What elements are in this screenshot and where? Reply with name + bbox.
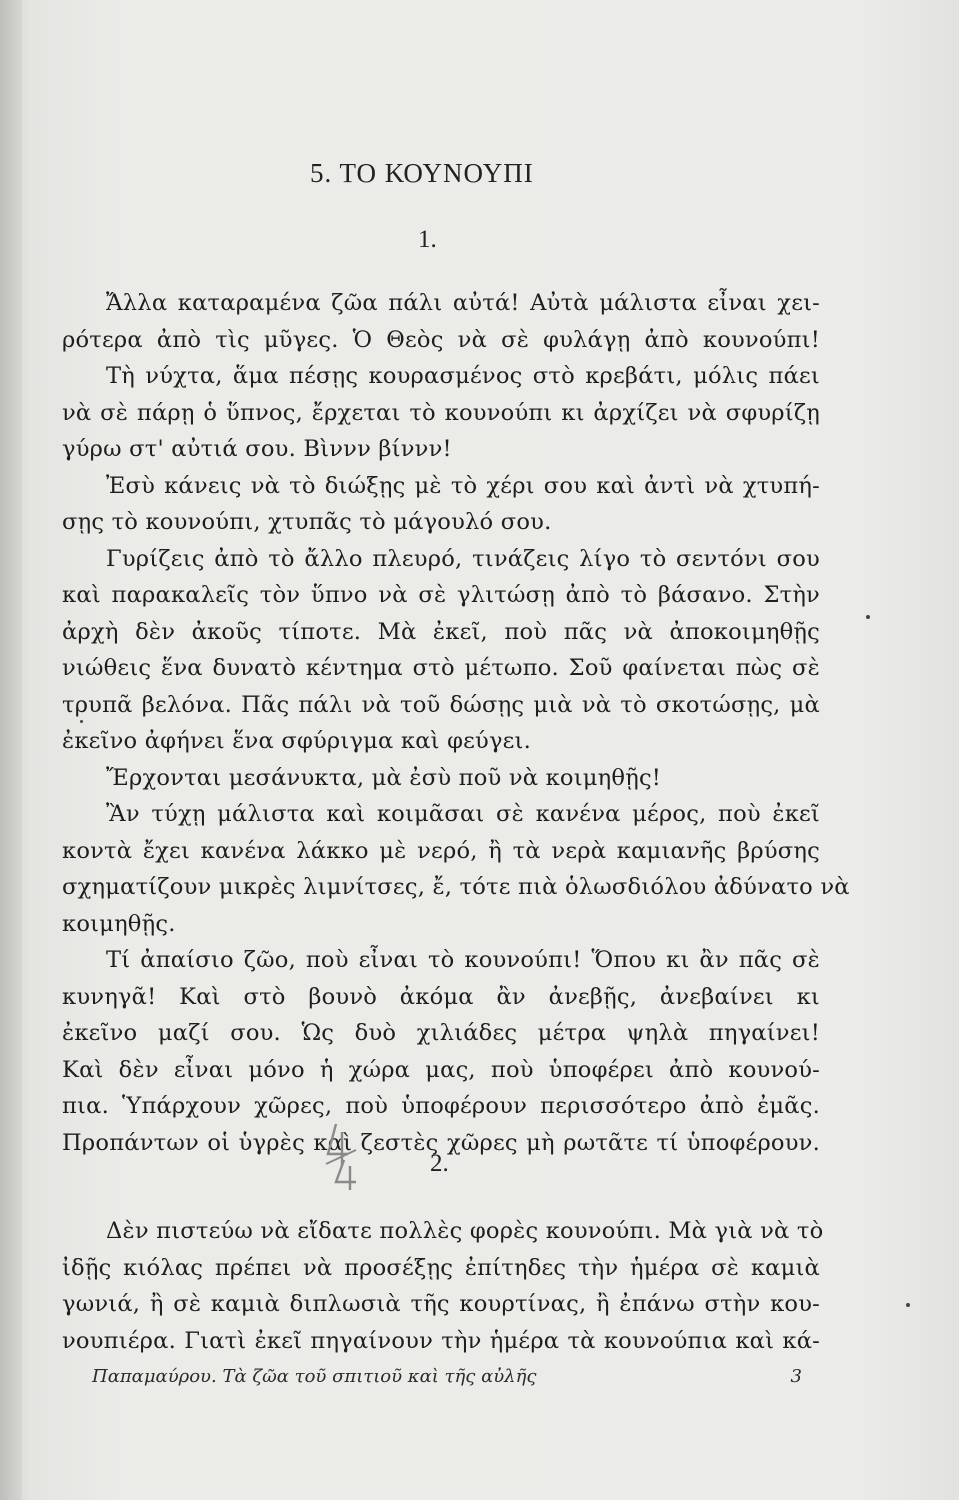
- text-line: Τὴ νύχτα, ἅμα πέσῃς κουρασμένος στὸ κρεβάτι, μόλις πάει: [106, 363, 820, 389]
- pencil-annotation: [322, 1120, 372, 1190]
- paper-speck: [906, 1303, 910, 1307]
- text-line: Τί ἀπαίσιο ζῶο, ποὺ εἶναι τὸ κουνούπι! Ὅπου κι ἂν πᾶς σὲ: [106, 947, 820, 973]
- page-number: 3: [790, 1366, 802, 1387]
- section-1-text: [62, 285, 850, 1161]
- text-line: ἐκεῖνο ἀφήνει ἕνα σφύριγμα καὶ φεύγει.: [62, 728, 531, 754]
- page-footer: [92, 1366, 802, 1387]
- text-line: ρότερα ἀπὸ τὶς μῦγες. Ὁ Θεὸς νὰ σὲ φυλάγῃ ἀπὸ κουνούπι!: [62, 326, 820, 353]
- text-line: Δὲν πιστεύω νὰ εἴδατε πολλὲς φορὲς κουνούπι. Μὰ γιὰ νὰ τὸ: [106, 1218, 824, 1244]
- text-line: γύρω στ' αὐτιά σου. Βὶννν βίννν!: [62, 436, 452, 462]
- section-number-1: 1.: [418, 226, 437, 253]
- text-line: κυνηγᾶ! Καὶ στὸ βουνὸ ἀκόμα ἂν ἀνεβῇς, ἀνεβαίνει κι: [62, 983, 820, 1010]
- text-line: τρυπᾶ βελόνα. Πᾶς πάλι νὰ τοῦ δώσῃς μιὰ νὰ τὸ σκοτώσῃς, μὰ: [62, 691, 820, 718]
- text-line: Γυρίζεις ἀπὸ τὸ ἄλλο πλευρό, τινάζεις λίγο τὸ σεντόνι σου: [106, 545, 820, 572]
- text-line: γωνιά, ἢ σὲ καμιὰ διπλωσιὰ τῆς κουρτίνας, ἢ ἐπάνω στὴν κου-: [62, 1291, 820, 1317]
- text-line: νιώθεις ἕνα δυνατὸ κέντημα στὸ μέτωπο. Σοῦ φαίνεται πὼς σὲ: [62, 655, 820, 681]
- chapter-title: 5. ΤΟ ΚΟΥΝΟΥΠΙ: [310, 158, 534, 188]
- text-line: πια. Ὑπάρχουν χῶρες, ποὺ ὑποφέρουν περισσότερο ἀπὸ ἐμᾶς.: [62, 1093, 820, 1119]
- text-line: κοντὰ ἔχει κανένα λάκκο μὲ νερό, ἢ τὰ νερὰ καμιανῆς βρύσης: [62, 837, 820, 864]
- text-line: νὰ σὲ πάρῃ ὁ ὕπνος, ἔρχεται τὸ κουνούπι κι ἀρχίζει νὰ σφυρίζῃ: [62, 399, 820, 426]
- text-line: Καὶ δὲν εἶναι μόνο ἡ χώρα μας, ποὺ ὑποφέρει ἀπὸ κουνού-: [62, 1056, 820, 1083]
- text-line: ἀρχὴ δὲν ἀκοῦς τίποτε. Μὰ ἐκεῖ, ποὺ πᾶς νὰ ἀποκοιμηθῇς: [62, 618, 820, 645]
- text-line: Ἂν τύχῃ μάλιστα καὶ κοιμᾶσαι σὲ κανένα μέρος, ποὺ ἐκεῖ: [106, 801, 820, 827]
- paper-speck: [80, 720, 83, 723]
- text-line: Ἄλλα καταραμένα ζῶα πάλι αὐτά! Αὐτὰ μάλιστα εἶναι χει-: [106, 290, 820, 316]
- page-binding-shadow: [0, 0, 22, 1500]
- text-line: σῃς τὸ κουνούπι, χτυπᾶς τὸ μάγουλό σου.: [62, 509, 552, 535]
- footer-source-text: Παπαμαύρου. Τὰ ζῶα τοῦ σπιτιοῦ καὶ τῆς αὐλῆς: [92, 1366, 537, 1387]
- text-line: νουπιέρα. Γιατὶ ἐκεῖ πηγαίνουν τὴν ἡμέρα τὰ κουνούπια καὶ κά-: [62, 1327, 820, 1354]
- text-line: ἐκεῖνο μαζί σου. Ὡς δυὸ χιλιάδες μέτρα ψηλὰ πηγαίνει!: [62, 1020, 820, 1046]
- text-line: Ἔρχονται μεσάνυκτα, μὰ ἐσὺ ποῦ νὰ κοιμηθῇς!: [106, 764, 662, 791]
- text-line: καὶ παρακαλεῖς τὸν ὕπνο νὰ σὲ γλιτώσῃ ἀπὸ τὸ βάσανο. Στὴν: [62, 582, 820, 608]
- section-number-2: 2.: [430, 1150, 449, 1177]
- handwritten-mark-icon: [322, 1120, 372, 1190]
- text-line: Προπάντων οἱ ὑγρὲς καὶ ζεστὲς χῶρες μὴ ρωτᾶτε τί ὑποφέρουν.: [62, 1129, 820, 1156]
- text-line: σχηματίζουν μικρὲς λιμνίτσες, ἔ, τότε πιὰ ὁλωσδιόλου ἀδύνατο νὰ: [62, 874, 850, 900]
- text-line: κοιμηθῇς.: [62, 910, 176, 937]
- paper-speck: [866, 615, 870, 619]
- text-line: ἰδῇς κιόλας πρέπει νὰ προσέξῃς ἐπίτηδες τὴν ἡμέρα σὲ καμιὰ: [62, 1254, 820, 1281]
- section-2-text: [62, 1213, 824, 1359]
- text-line: Ἐσὺ κάνεις νὰ τὸ διώξῃς μὲ τὸ χέρι σου καὶ ἀντὶ νὰ χτυπή-: [106, 472, 820, 499]
